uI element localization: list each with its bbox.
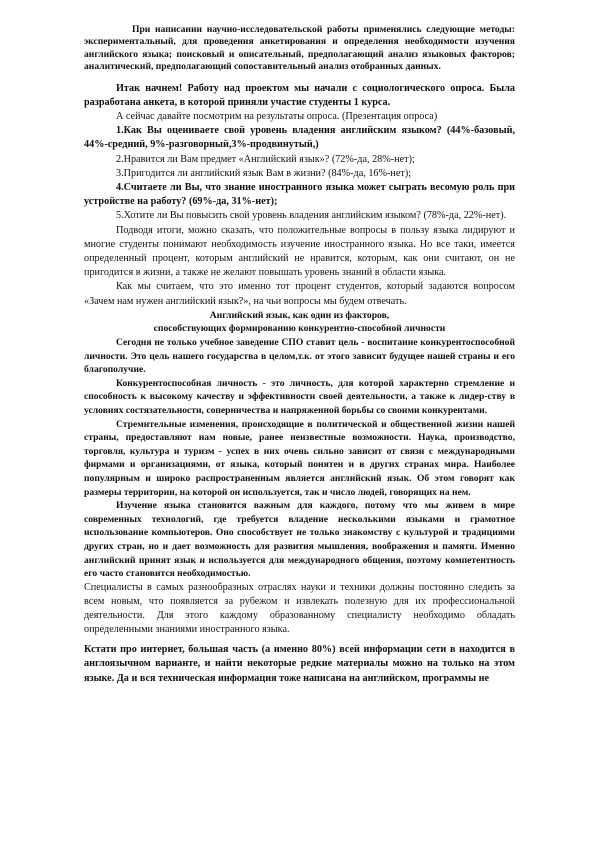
section-body [84,309,515,686]
section-heading-line-2: способствующих формированию конкурентно-способной личности [153,323,446,335]
section-paragraph-3: Стремительные изменения, происходящие в политической и общественной жизни нашей страны, предоставляют нам новые, ранее неизвестные возможности. Наука, производство, торговля, культура и туризм - успех в них очень сильно зависит от связи с международными фирмами и организациями, от языка, который понятен и в других странах мира. Наиболее популярным и широко распространенным является английский язык. Об этом говорят как размеры территории, на которой он используется, так и число людей, говорящих на нем. [84,418,515,498]
section-paragraph-1: Сегодня не только учебное заведение СПО ставит цель - воспитание конкурентоспособной личности. Это цель нашего государства в целом,т.к. от этого зависит будущее нашей страны и его благополучие. [84,337,515,376]
section-paragraph-6: Кстати про интернет, большая часть (а именно 80%) всей информации сети в находится в англоязычном варианте, и найти некоторые редкие материалы можно на только на этом языке. Да и вся техническая информация тоже написана на английском, программы не [84,643,515,684]
survey-question-3: 3.Пригодится ли английский язык Вам в жизни? (84%-да, 16%-нет); [116,167,412,179]
survey-section [84,82,515,309]
document-page [84,24,515,686]
survey-question-1: 1.Как Вы оцениваете свой уровень владения английским языком? (44%-базовый, 44%-средний, 9%-разговорный,3%-продвинутый,) [84,125,515,151]
survey-summary: Подводя итоги, можно сказать, что положительные вопросы в пользу языка лидируют и многие студенты понимают необходимость изучение иностранного языка. Но все таки, имеется определенный процент, которым английский не нравится, которым, как они считают, он не пригодится в жизни, а также не желают повышать уровень знаний в области языка. [84,224,515,279]
section-paragraph-2: Конкурентоспособная личность - это личность, для которой характерно стремление и способность к высокому качеству и эффективности своей деятельности, а также к лидер-ству в условиях состязательности, соперничества и напряженной борьбы со своими конкурентами. [84,377,515,417]
survey-results-intro: А сейчас давайте посмотрим на результаты опроса. (Презентация опроса) [116,111,438,123]
methods-paragraph [84,24,515,74]
survey-question-4: 4.Считаете ли Вы, что знание иностранного языка может сыграть весомую роль при устройстве на работу? (69%-да, 31%-нет); [84,182,515,208]
section-paragraph-4: Изучение языка становится важным для каждого, потому что мы живем в мире современных технологий, где требуется владение несколькими языками и грамотное использование компьютеров. Оно способствует не только знакомству с культурой и традициями других стран, но и дает возможность для развития мышления, воображения и памяти. Именно английский принят язык и используется для международного общения, поэтому компетентность его часто становится необходимостью. [84,500,515,580]
section-paragraph-5: Специалисты в самых разнообразных отраслях науки и техники должны постоянно следить за всем новым, что появляется за рубежом и извлекать полезную для их профессиональной деятельности. Для этого каждому образованному специалисту необходимо обладать определенными знаниями иностранного языка. [84,581,515,635]
survey-question-5: 5.Хотите ли Вы повысить свой уровень владения английским языком? (78%-да, 22%-нет). [116,210,507,222]
survey-lead: Итак начнем! Работу над проектом мы начали с социологического опроса. Была разработана анкета, в которой приняли участие студенты 1 курса. [84,82,515,108]
section-heading-line-1: Английский язык, как один из факторов, [209,309,390,321]
methods-text: При написании научно-исследовательской работы применялись следующие методы: экспериментальный, для проведения анкетирования и определения необходимости изучения английского языка; поисковый и описательный, предполагающий анализ языковых факторов; аналитический, предполагающий сопоставительный анализ отобранных данных. [84,24,515,73]
survey-question-2: 2.Нравится ли Вам предмет «Английский язык»? (72%-да, 28%-нет); [116,153,415,165]
survey-question-text: Как мы считаем, что это именно тот процент студентов, который задаются вопросом «Зачем нам нужен английский язык?», на чьи вопросы мы будем отвечать. [84,281,515,307]
